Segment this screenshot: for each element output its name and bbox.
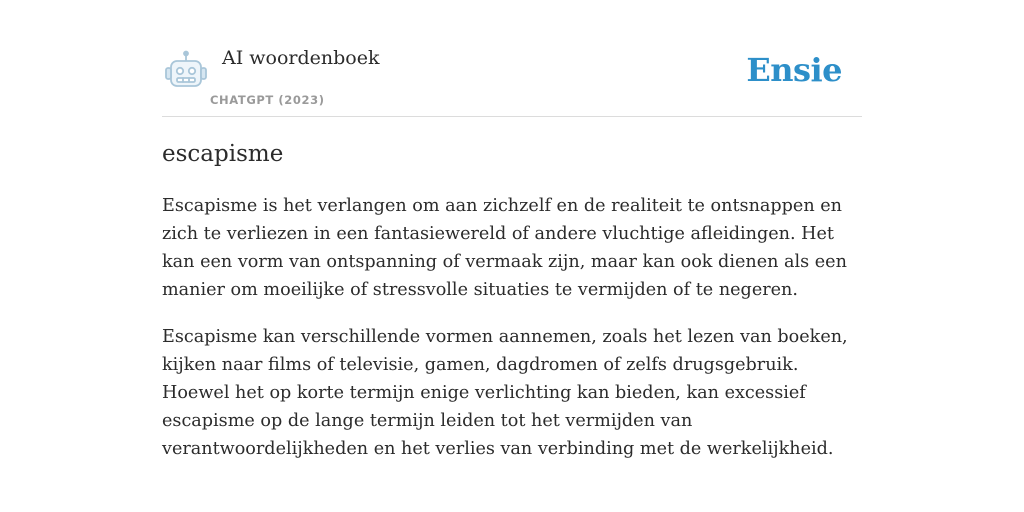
- entry-body: [162, 192, 862, 482]
- source-title[interactable]: AI woordenboek: [222, 47, 380, 69]
- brand-logo[interactable]: Ensie: [746, 51, 842, 89]
- source-subtitle: CHATGPT (2023): [210, 93, 325, 107]
- entry-term: escapisme: [162, 141, 284, 167]
- definition-card: [162, 0, 862, 512]
- card-header: [162, 0, 862, 117]
- entry-paragraph: Escapisme kan verschillende vormen aannemen, zoals het lezen van boeken, kijken naar films of televisie, gamen, dagdromen of zelfs drugsgebruik. Hoewel het op korte termijn enige verlichting kan bieden, kan excessief escapisme op de lange termijn leiden tot het vermijden van verantwoordelijkheden en het verlies van verbinding met de werkelijkheid.: [162, 327, 848, 459]
- robot-icon: [164, 50, 208, 92]
- entry-paragraph: Escapisme is het verlangen om aan zichzelf en de realiteit te ontsnappen en zich te verliezen in een fantasiewereld of andere vluchtige afleidingen. Het kan een vorm van ontspanning of vermaak zijn, maar kan ook dienen als een manier om moeilijke of stressvolle situaties te vermijden of te negeren.: [162, 196, 847, 300]
